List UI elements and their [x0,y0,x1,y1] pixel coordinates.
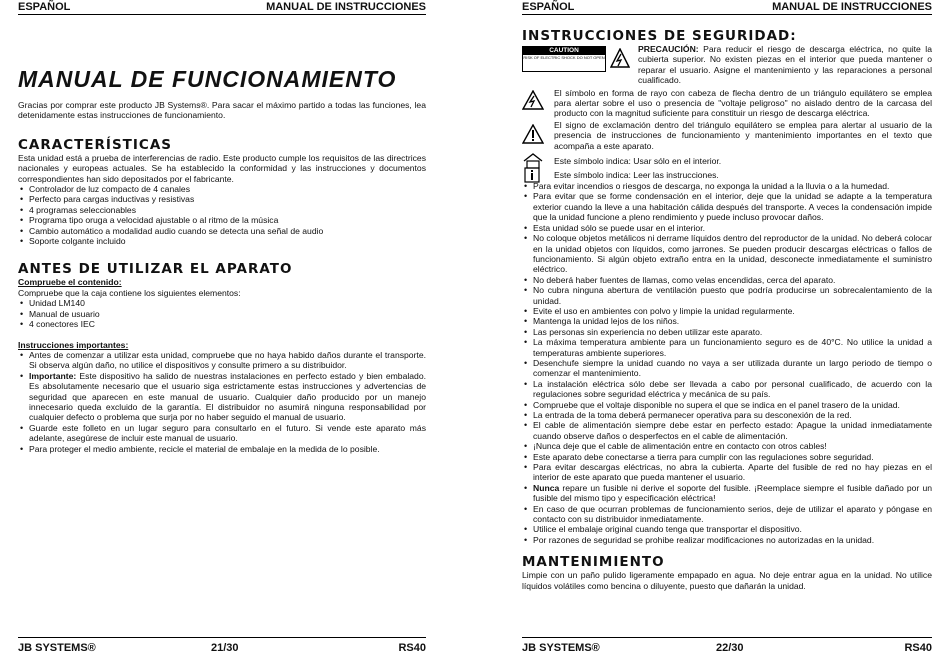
list-item: • No cubra ninguna abertura de ventilación puesto que podría producirse un sobrecalentamiento de la unidad. [533,285,932,306]
list-item: • Las personas sin experiencia no deben utilizar este aparato. [533,327,932,337]
header-language: ESPAÑOL [18,1,71,13]
list-item: • Para proteger el medio ambiente, recicle el material de embalaje en la medida de lo posible. [29,444,426,454]
list-item: • Nunca repare un fusible ni derive el soporte del fusible. ¡Reemplace siempre el fusible dañado por un fusible del mismo tipo y especificación eléctrica! [533,483,932,504]
footer-brand: JB SYSTEMS® [522,642,600,654]
list-item: • Esta unidad sólo se puede usar en el interior. [533,223,932,233]
exclamation-triangle-icon [522,124,544,144]
list-item: • 4 conectores IEC [29,319,426,329]
page-footer [18,637,426,654]
list-item: • Para evitar que se forme condensación en el interior, deje que la unidad se adapte a la temperatura exterior cuando la lleve a una habitación cálida después del transporte. A veces la condensación impide que la unidad funcione a pleno rendimiento y puede incluso provocar daños. [533,191,932,222]
list-item: • Guarde este folleto en un lugar seguro para consultarlo en el futuro. Si vende este aparato más adelante, asegúrese de incluir este manual de usuario. [29,423,426,444]
right-page [522,0,932,654]
lightning-triangle-icon [522,90,544,110]
page-title: MANUAL DE FUNCIONAMIENTO [18,66,397,92]
list-item: • La instalación eléctrica sólo debe ser llevada a cabo por personal cualificado, de acuerdo con la regulaciones sobre seguridad eléctrica y mecánica de su país. [533,379,932,400]
page-number: 21/30 [210,642,239,654]
footer-model: RS40 [904,642,932,654]
exclamation-symbol-text: El signo de exclamación dentro del triángulo equilátero se emplea para alertar al usuario de la presencia de instrucciones de funcionamiento y mantenimiento importantes en el texto que acompaña a este aparato. [554,119,932,151]
list-item: • Para evitar incendios o riesgos de descarga, no exponga la unidad a la lluvia o a la humedad. [533,181,932,191]
precaution-text: PRECAUCIÓN: Para reducir el riesgo de descarga eléctrica, no quite la cubierta superior. No existen piezas en el interior que pueda mantener o reparar el usuario. Asigne el mantenimiento y las reparaciones a personal cualificado. [638,44,932,86]
list-item: • Cambio automático a modalidad audio cuando se detecta una señal de audio [29,226,426,236]
maintenance-title: MANTENIMIENTO [522,554,665,571]
list-item: • Controlador de luz compacto de 4 canales [29,184,426,194]
list-item: • Unidad LM140 [29,298,426,308]
list-item: • Evite el uso en ambientes con polvo y limpie la unidad regularmente. [533,306,932,316]
list-item: • Manual de usuario [29,309,426,319]
header-manual-title: MANUAL DE INSTRUCCIONES [266,1,426,13]
header-manual-title: MANUAL DE INSTRUCCIONES [772,1,932,13]
list-item: • El cable de alimentación siempre debe estar en perfecto estado: Apague la unidad inmediatamente cuando observe daños o desperfectos en el cable de alimentación. [533,420,932,441]
features-title: CARACTERÍSTICAS [18,136,172,153]
list-item: • Programa tipo oruga a velocidad ajustable o al ritmo de la música [29,215,426,225]
before-use-title: ANTES DE UTILIZAR EL APARATO [18,261,293,278]
read-symbol-text: Este símbolo indica: Leer las instrucciones. [554,170,719,181]
list-item: • Antes de comenzar a utilizar esta unidad, compruebe que no haya habido daños durante el transporte. Si observa algún daño, no utilice el dispositivos y consulte primero a su distribuidor. [29,350,426,371]
safety-title: INSTRUCCIONES DE SEGURIDAD: [522,28,797,44]
indoor-symbol-text: Este símbolo indica: Usar sólo en el interior. [554,156,722,167]
features-list [18,184,426,246]
list-item: • Utilice el embalaje original cuando tenga que transportar el dispositivo. [533,524,932,534]
list-item: • Soporte colgante incluido [29,236,426,246]
caution-label-icon: CAUTION RISK OF ELECTRIC SHOCK DO NOT OPEN [522,46,606,72]
list-item: • La entrada de la toma deberá permanecer operativa para su desconexión de la red. [533,410,932,420]
maintenance-text: Limpie con un paño pulido ligeramente empapado en agua. No deje entrar agua en la unidad. No utilice líquidos volátiles como bencina o diluyente, puesto que dañarán la unidad. [522,570,932,591]
page-header [18,0,426,15]
list-item: • No deberá haber fuentes de llamas, como velas encendidas, cerca del aparato. [533,275,932,285]
contents-list [18,298,426,329]
safety-list [522,181,932,545]
header-language: ESPAÑOL [522,1,575,13]
page-number: 22/30 [715,642,744,654]
lightning-symbol-text: El símbolo en forma de rayo con cabeza de flecha dentro de un triángulo equilátero se emplea para alertar sobre el uso o presencia de "voltaje peligroso" no aislado dentro de la carcasa del producto con la magnitud suficiente para constituir un riesgo de descarga eléctrica. [554,87,932,119]
list-item: • 4 programas seleccionables [29,205,426,215]
list-item: • Mantenga la unidad lejos de los niños. [533,316,932,326]
page-footer [522,637,932,654]
footer-model: RS40 [398,642,426,654]
list-item: • Por razones de seguridad se prohibe realizar modificaciones no autorizadas en la unidad. [533,535,932,545]
list-item: • Importante: Este dispositivo ha salido de nuestras instalaciones en perfecto estado y bien embalado. Es absolutamente necesario que el usuario siga estrictamente estas instrucciones y advertencias de seguridad que aparecen en este manual de usuario. Cualquier daño producido por un manejo innecesario queda excluido de la garantía. El distribuidor no asumirá ninguna responsabilidad por cualquier defecto o problema que surja por no haber seguido el manual de usuario. [29,371,426,423]
important-list [18,350,426,454]
footer-brand: JB SYSTEMS® [18,642,96,654]
contents-heading: Compruebe el contenido: [18,277,122,288]
list-item: • No coloque objetos metálicos ni derrame líquidos dentro del reproductor de la unidad. No deberá colocar en la unidad objetos con líquidos, como jarrones. Se pueden producir descargas eléctricas o fallos de funcionamiento. Si algún objeto extraño entra en la unidad, desconecte inmediatamente el suministro eléctrico. [533,233,932,275]
list-item: • En caso de que ocurran problemas de funcionamiento serios, deje de utilizar el aparato y póngase en contacto con su distribuidor inmediatamente. [533,504,932,525]
list-item: • Compruebe que el voltaje disponible no supera el que se indica en el panel trasero de la unidad. [533,400,932,410]
important-heading: Instrucciones importantes: [18,339,129,350]
list-item: • Desenchufe siempre la unidad cuando no vaya a ser utilizada durante un largo periodo de tiempo o comenzar el mantenimiento. [533,358,932,379]
left-page [18,0,426,654]
warning-triangle-icon [610,48,630,68]
intro-text: Gracias por comprar este producto JB Systems®. Para sacar el máximo partido a todas las funciones, lea detenidamente estas instrucciones de funcionamiento. [18,100,426,121]
list-item: • Este aparato debe conectarse a tierra para cumplir con las regulaciones sobre seguridad. [533,452,932,462]
contents-intro: Compruebe que la caja contiene los siguientes elementos: [18,287,241,298]
list-item: • ¡Nunca deje que el cable de alimentación entre en contacto con otros cables! [533,441,932,451]
list-item: • Perfecto para cargas inductivas y resistivas [29,194,426,204]
list-item: • Para evitar descargas eléctricas, no abra la cubierta. Aparte del fusible de red no hay piezas en el interior de este aparato que pueda mantener el usuario. [533,462,932,483]
features-intro: Esta unidad está a prueba de interferencias de radio. Este producto cumple los requisitos de las directrices nacionales y europeas actuales. Se ha establecido la conformidad y las instrucciones y documentos correspondientes han sido depositados por el fabricante. [18,152,426,184]
list-item: • La máxima temperatura ambiente para un funcionamiento seguro es de 40°C. No utilice la unidad a temperaturas ambiente superiores. [533,337,932,358]
page-header [522,0,932,15]
